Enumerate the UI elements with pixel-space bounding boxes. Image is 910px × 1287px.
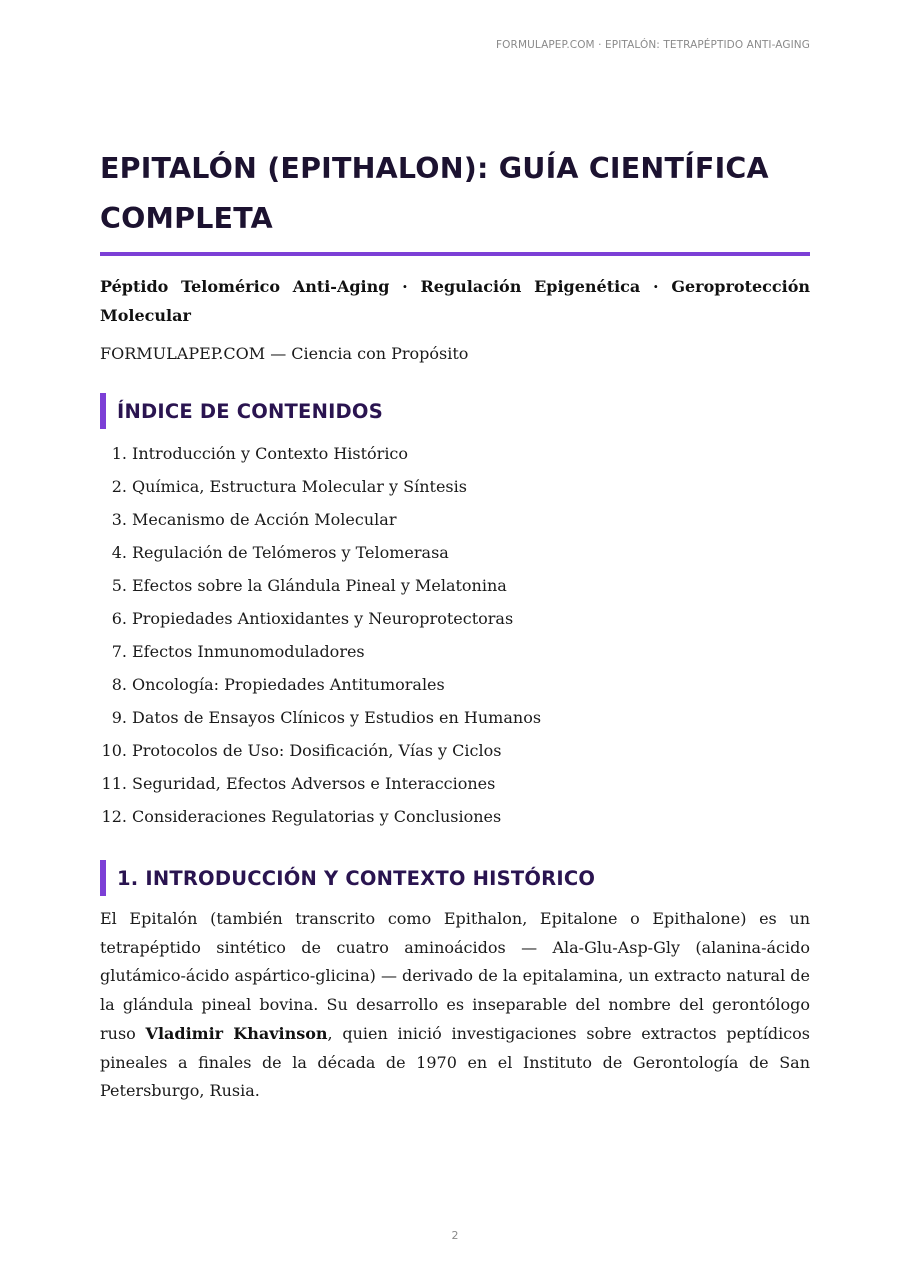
heading-accent-bar bbox=[100, 393, 106, 429]
toc-item-number: 9. bbox=[111, 708, 127, 727]
toc-item-number: 3. bbox=[111, 510, 127, 529]
toc-item-number: 4. bbox=[111, 543, 127, 562]
toc-item bbox=[100, 734, 810, 767]
toc-item-number: 5. bbox=[111, 576, 127, 595]
toc-item-label: Química, Estructura Molecular y Síntesis bbox=[132, 477, 467, 496]
toc-item-label: Mecanismo de Acción Molecular bbox=[132, 510, 397, 529]
toc-heading-text: ÍNDICE DE CONTENIDOS bbox=[117, 399, 383, 423]
toc-item-number: 11. bbox=[101, 774, 127, 793]
toc-heading bbox=[100, 393, 810, 429]
toc-item bbox=[100, 800, 810, 833]
title-divider bbox=[100, 252, 810, 256]
running-header: FORMULAPEP.COM · EPITALÓN: TETRAPÉPTIDO ANTI-AGING bbox=[496, 39, 810, 51]
page-number: 2 bbox=[451, 1229, 459, 1242]
section-1-heading-text: 1. INTRODUCCIÓN Y CONTEXTO HISTÓRICO bbox=[117, 866, 596, 890]
toc-item bbox=[100, 536, 810, 569]
toc-item-number: 8. bbox=[111, 675, 127, 694]
section-1-paragraph bbox=[100, 905, 810, 1106]
toc-item bbox=[100, 701, 810, 734]
toc-item-number: 7. bbox=[111, 642, 127, 661]
page-content bbox=[100, 144, 810, 1122]
toc-item bbox=[100, 668, 810, 701]
toc-item-label: Regulación de Telómeros y Telomerasa bbox=[132, 543, 449, 562]
toc-item bbox=[100, 767, 810, 800]
toc-item bbox=[100, 503, 810, 536]
section-1-heading bbox=[100, 860, 810, 896]
document-subtitle: Péptido Telomérico Anti-Aging · Regulación Epigenética · Geroprotección Molecular bbox=[100, 277, 810, 325]
document-title: EPITALÓN (EPITHALON): GUÍA CIENTÍFICA COMPLETA bbox=[100, 152, 769, 235]
toc-item-number: 12. bbox=[101, 807, 127, 826]
toc-item bbox=[100, 437, 810, 470]
toc-item-number: 10. bbox=[101, 741, 127, 760]
author-name-bold: Vladimir Khavinson bbox=[145, 1023, 328, 1043]
toc-item-label: Efectos Inmunomoduladores bbox=[132, 642, 365, 661]
toc-item-number: 1. bbox=[111, 444, 127, 463]
table-of-contents bbox=[100, 437, 810, 833]
toc-item-label: Protocolos de Uso: Dosificación, Vías y Ciclos bbox=[132, 741, 502, 760]
toc-item bbox=[100, 635, 810, 668]
toc-item-number: 2. bbox=[111, 477, 127, 496]
toc-item-label: Introducción y Contexto Histórico bbox=[132, 444, 409, 463]
toc-item-label: Efectos sobre la Glándula Pineal y Melatonina bbox=[132, 576, 507, 595]
toc-item-label: Propiedades Antioxidantes y Neuroprotectoras bbox=[132, 609, 514, 628]
heading-accent-bar bbox=[100, 860, 106, 896]
toc-item bbox=[100, 602, 810, 635]
toc-item bbox=[100, 569, 810, 602]
paragraph-text: El Epitalón (también transcrito como Epithalon, Epitalone o Epithalone) es un tetrapéptido sintético de cuatro aminoácidos — Ala-Glu-Asp-Gly (alanina-ácido glutámico-ácido aspártico-glicina) — derivado de la epitalamina, un extracto natural de la glándula pineal bovina. Su desarrollo es inseparable del nombre del gerontólogo ruso bbox=[100, 909, 810, 1043]
brand-line: FORMULAPEP.COM — Ciencia con Propósito bbox=[100, 344, 469, 363]
toc-item-label: Consideraciones Regulatorias y Conclusiones bbox=[132, 807, 502, 826]
toc-item-label: Datos de Ensayos Clínicos y Estudios en Humanos bbox=[132, 708, 542, 727]
toc-item-label: Seguridad, Efectos Adversos e Interacciones bbox=[132, 774, 496, 793]
toc-item-label: Oncología: Propiedades Antitumorales bbox=[132, 675, 445, 694]
paragraph-text: , quien inició investigaciones sobre extractos peptídicos pineales a finales de la década de 1970 en el Instituto de Gerontología de San Petersburgo, Rusia. bbox=[100, 1023, 811, 1101]
toc-item bbox=[100, 470, 810, 503]
toc-item-number: 6. bbox=[111, 609, 127, 628]
